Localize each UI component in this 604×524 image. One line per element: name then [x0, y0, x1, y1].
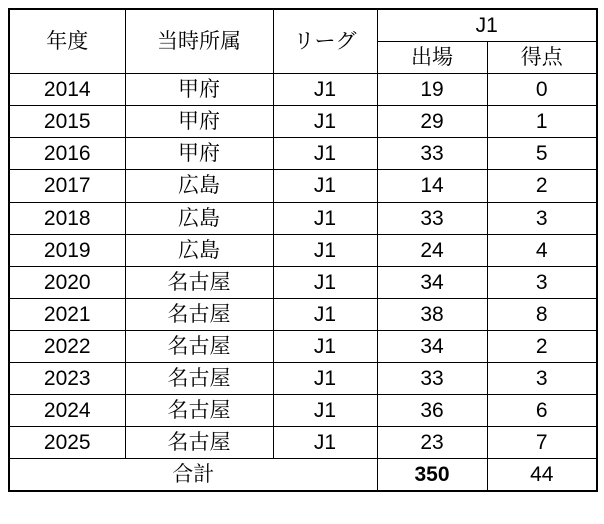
- cell-apps: 14: [377, 170, 487, 202]
- cell-goals: 0: [487, 74, 597, 106]
- cell-year: 2017: [9, 170, 125, 202]
- cell-club: 広島: [125, 170, 273, 202]
- cell-club: 広島: [125, 234, 273, 266]
- table-row: [9, 427, 597, 459]
- cell-league: J1: [273, 74, 377, 106]
- cell-club: 名古屋: [125, 330, 273, 362]
- cell-apps: 38: [377, 298, 487, 330]
- table-row: [9, 330, 597, 362]
- table-row: [9, 363, 597, 395]
- column-header-year: 年度: [9, 9, 125, 74]
- cell-apps: 33: [377, 202, 487, 234]
- table-row: [9, 106, 597, 138]
- cell-apps: 34: [377, 266, 487, 298]
- cell-apps: 33: [377, 363, 487, 395]
- cell-league: J1: [273, 330, 377, 362]
- cell-total-label: 合計: [9, 459, 377, 492]
- cell-goals: 3: [487, 266, 597, 298]
- column-header-apps: 出場: [377, 42, 487, 74]
- column-header-goals: 得点: [487, 42, 597, 74]
- cell-year: 2018: [9, 202, 125, 234]
- cell-goals: 6: [487, 395, 597, 427]
- cell-goals: 4: [487, 234, 597, 266]
- cell-club: 甲府: [125, 138, 273, 170]
- cell-goals: 2: [487, 330, 597, 362]
- cell-goals: 1: [487, 106, 597, 138]
- cell-total-goals: 44: [487, 459, 597, 492]
- cell-goals: 8: [487, 298, 597, 330]
- cell-apps: 24: [377, 234, 487, 266]
- column-header-league: リーグ: [273, 9, 377, 74]
- cell-apps: 19: [377, 74, 487, 106]
- table-header: [9, 9, 597, 74]
- table-row: [9, 298, 597, 330]
- cell-year: 2022: [9, 330, 125, 362]
- cell-club: 名古屋: [125, 427, 273, 459]
- cell-apps: 36: [377, 395, 487, 427]
- cell-year: 2016: [9, 138, 125, 170]
- table-row: [9, 234, 597, 266]
- cell-club: 広島: [125, 202, 273, 234]
- table-row: [9, 170, 597, 202]
- column-header-club: 当時所属: [125, 9, 273, 74]
- column-header-competition-j1: J1: [377, 9, 597, 42]
- cell-league: J1: [273, 170, 377, 202]
- cell-year: 2020: [9, 266, 125, 298]
- cell-league: J1: [273, 138, 377, 170]
- table-row-total: [9, 459, 597, 492]
- header-row-top: [9, 9, 597, 42]
- cell-apps: 34: [377, 330, 487, 362]
- cell-league: J1: [273, 427, 377, 459]
- cell-year: 2019: [9, 234, 125, 266]
- cell-league: J1: [273, 234, 377, 266]
- table-row: [9, 266, 597, 298]
- cell-year: 2015: [9, 106, 125, 138]
- cell-club: 甲府: [125, 74, 273, 106]
- cell-club: 名古屋: [125, 266, 273, 298]
- table-row: [9, 74, 597, 106]
- cell-year: 2023: [9, 363, 125, 395]
- cell-league: J1: [273, 202, 377, 234]
- career-stats-table: [8, 8, 598, 492]
- cell-league: J1: [273, 106, 377, 138]
- cell-goals: 5: [487, 138, 597, 170]
- cell-club: 名古屋: [125, 363, 273, 395]
- cell-league: J1: [273, 363, 377, 395]
- cell-league: J1: [273, 395, 377, 427]
- table-row: [9, 138, 597, 170]
- cell-league: J1: [273, 266, 377, 298]
- table-row: [9, 395, 597, 427]
- cell-apps: 33: [377, 138, 487, 170]
- cell-year: 2024: [9, 395, 125, 427]
- cell-club: 名古屋: [125, 298, 273, 330]
- cell-goals: 3: [487, 363, 597, 395]
- cell-apps: 29: [377, 106, 487, 138]
- stats-table-sheet: [0, 8, 604, 524]
- cell-goals: 7: [487, 427, 597, 459]
- cell-apps: 23: [377, 427, 487, 459]
- cell-club: 甲府: [125, 106, 273, 138]
- cell-club: 名古屋: [125, 395, 273, 427]
- cell-goals: 3: [487, 202, 597, 234]
- cell-league: J1: [273, 298, 377, 330]
- cell-total-apps: 350: [377, 459, 487, 492]
- cell-year: 2025: [9, 427, 125, 459]
- table-body: [9, 74, 597, 492]
- table-row: [9, 202, 597, 234]
- cell-year: 2014: [9, 74, 125, 106]
- cell-goals: 2: [487, 170, 597, 202]
- cell-year: 2021: [9, 298, 125, 330]
